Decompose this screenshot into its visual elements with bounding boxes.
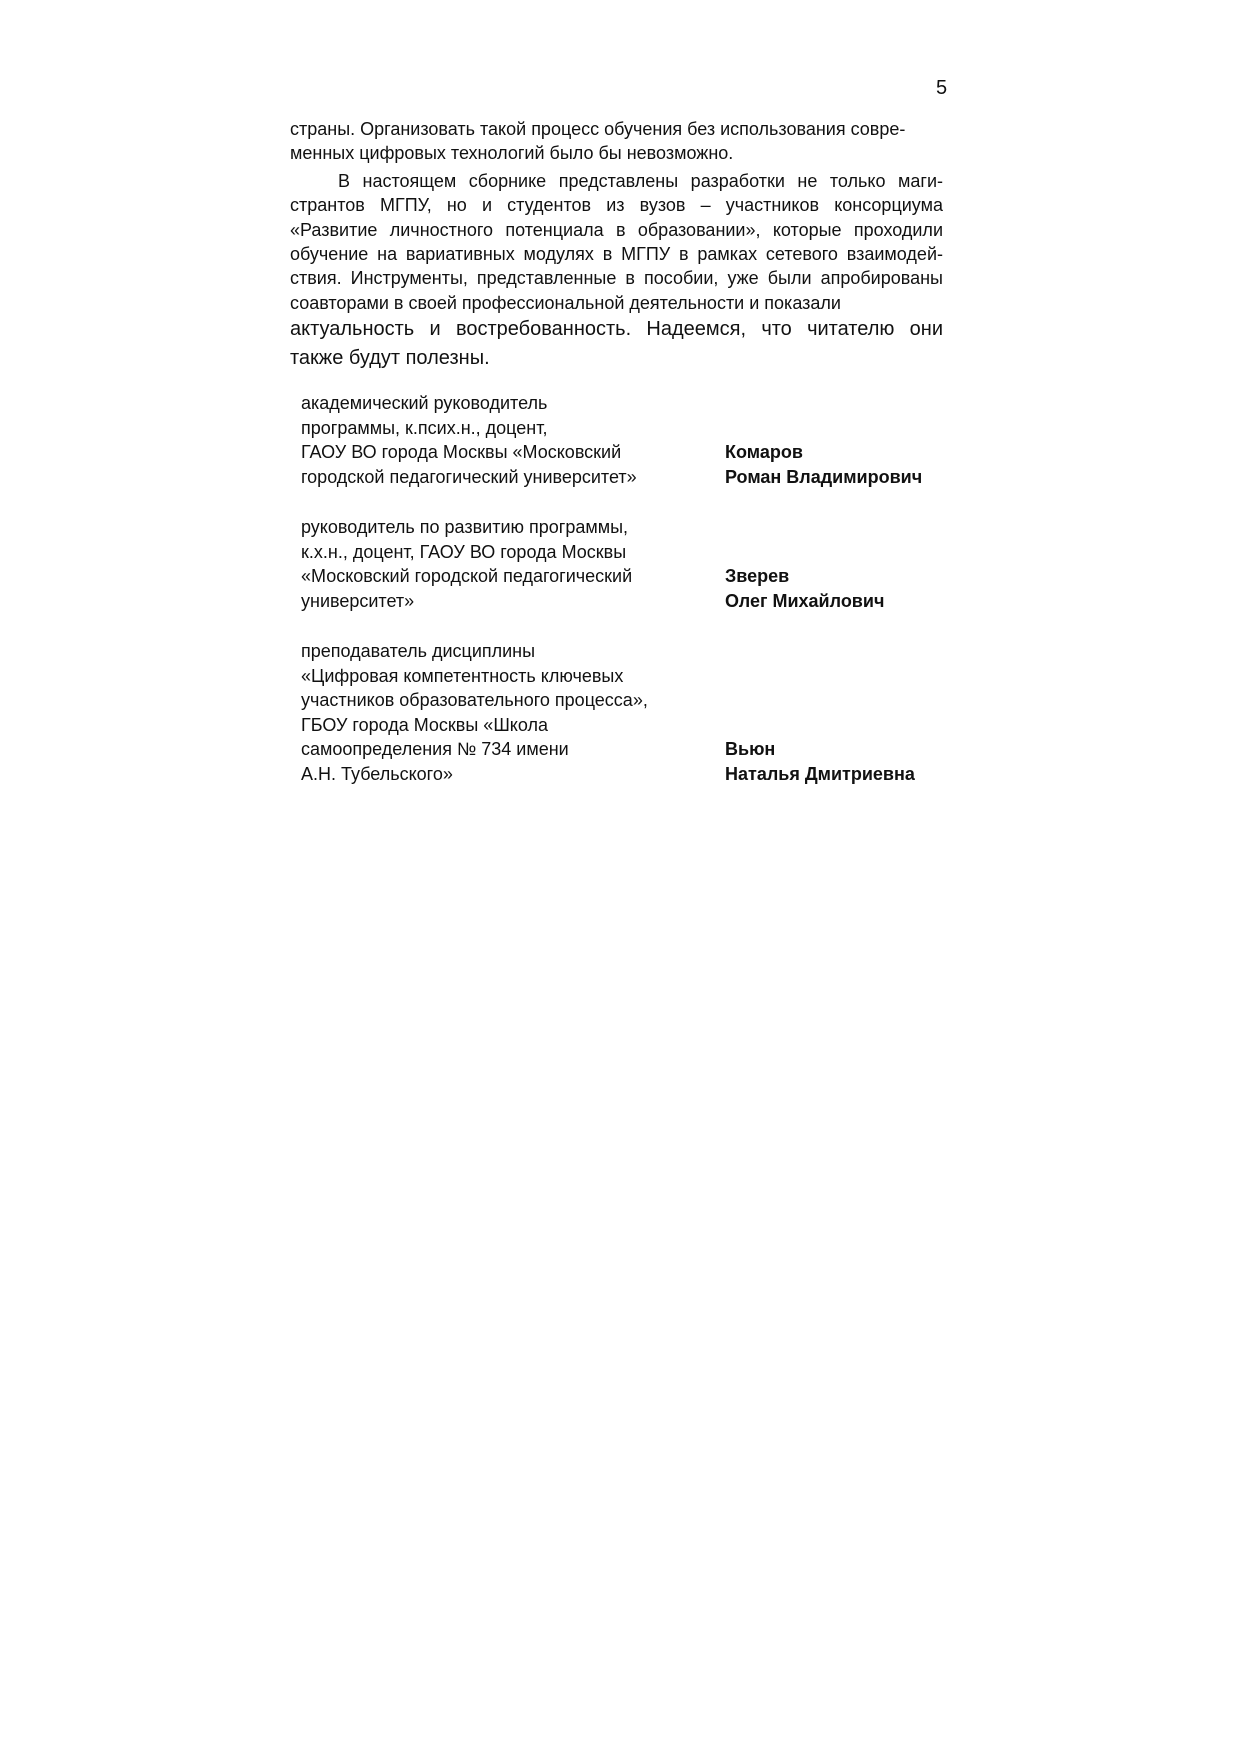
role-line: «Цифровая компетентность ключевых xyxy=(301,665,624,686)
role-line: преподаватель дисциплины xyxy=(301,641,536,661)
body-text xyxy=(290,117,943,373)
role-line: ГАОУ ВО города Москвы «Московский xyxy=(301,442,622,462)
role-line: ГБОУ города Москвы «Школа xyxy=(301,714,549,735)
signature-name xyxy=(725,737,945,786)
paragraph-continuation xyxy=(290,117,943,166)
signature-block xyxy=(301,639,941,786)
signature-block xyxy=(301,391,941,489)
role-line: «Московский городской педагогический xyxy=(301,566,633,586)
signature-surname: Зверев xyxy=(725,566,790,586)
signature-given-names: Роман Владимирович xyxy=(725,466,923,487)
signature-block xyxy=(301,515,941,613)
signature-name xyxy=(725,564,945,613)
paragraph-collection-closing: актуальность и востребованность. Надеемся, что читателю они также будут полезны. xyxy=(290,318,943,370)
text-line: страны. Организовать такой процесс обучения без использования совре- xyxy=(290,119,906,139)
page-number: 5 xyxy=(936,77,948,99)
signature-role xyxy=(301,639,711,786)
signature-surname: Комаров xyxy=(725,442,803,462)
signature-given-names: Наталья Дмитриевна xyxy=(725,763,915,784)
role-line: городской педагогический университет» xyxy=(301,466,637,487)
signature-role xyxy=(301,515,711,613)
role-line: к.х.н., доцент, ГАОУ ВО города Москвы xyxy=(301,541,627,562)
signature-given-names: Олег Михайлович xyxy=(725,590,885,611)
role-line: академический руководитель xyxy=(301,393,548,413)
role-line: руководитель по развитию программы, xyxy=(301,517,629,537)
role-line: университет» xyxy=(301,590,415,611)
signature-name xyxy=(725,440,945,489)
paragraph-collection-intro: В настоящем сборнике представлены разработки не только магистрантов МГПУ, но и студентов из вузов – участников консорциума «Развитие личностного потенциала в образовании», которые проходили обучение на вариативных модулях в МГПУ в рамках сетевого взаимодействия. Инструменты, представленные в пособии, уже были апробированы соавторами в своей профессиональной деятельности и показали xyxy=(290,170,943,313)
signature-role xyxy=(301,391,711,489)
signatures xyxy=(301,391,941,812)
signature-surname: Вьюн xyxy=(725,739,776,759)
text-line: менных цифровых технологий было бы невозможно. xyxy=(290,143,734,164)
role-line: А.Н. Тубельского» xyxy=(301,763,453,784)
role-line: самоопределения № 734 имени xyxy=(301,739,569,759)
role-line: программы, к.псих.н., доцент, xyxy=(301,417,548,438)
role-line: участников образовательного процесса», xyxy=(301,690,648,710)
